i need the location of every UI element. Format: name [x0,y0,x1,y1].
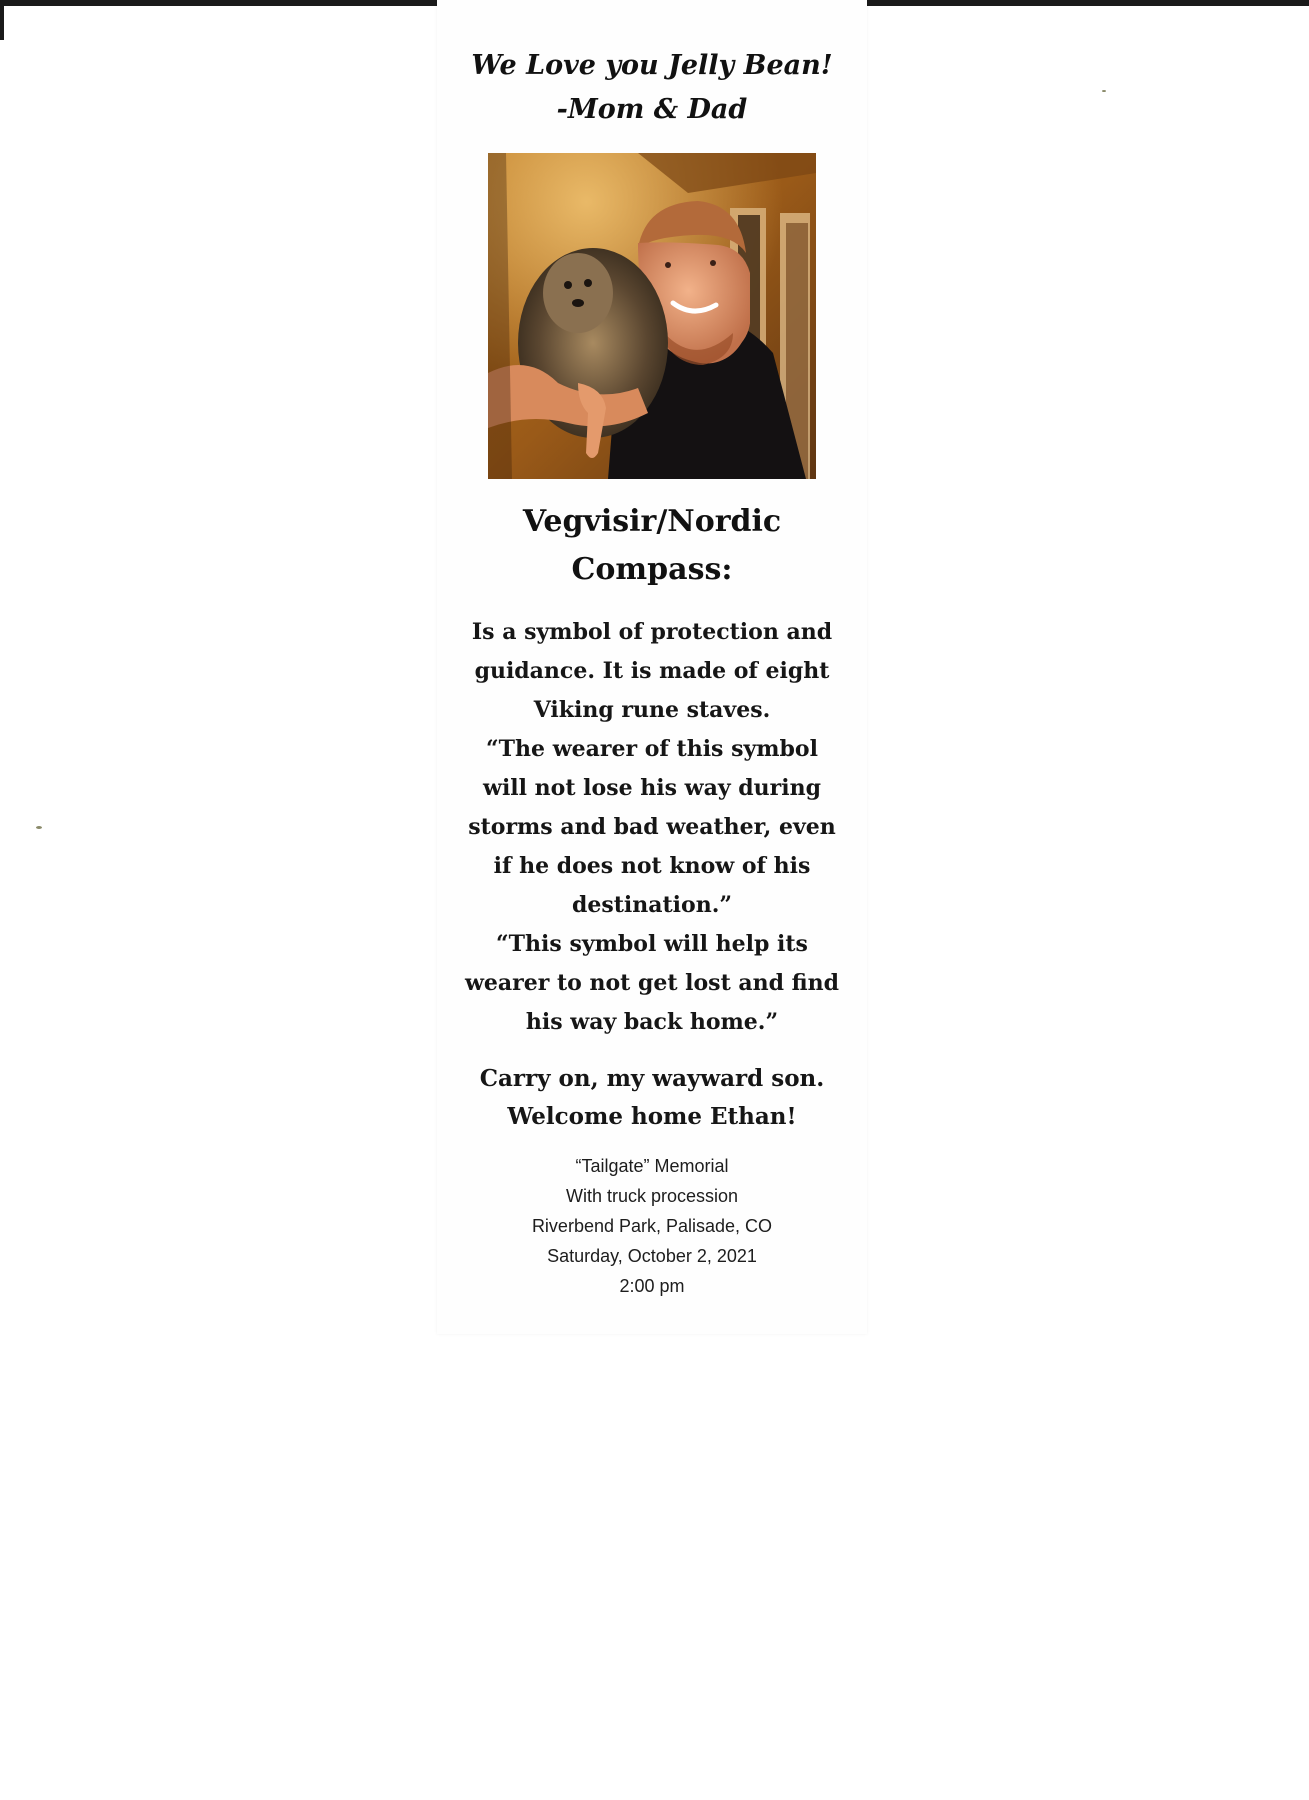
event-name: “Tailgate” Memorial [575,1156,729,1176]
symbol-title [437,498,867,594]
portrait-photo-icon [488,153,816,479]
description-line: his way back home.” [525,1009,779,1035]
symbol-title-line: Vegvisir/Nordic [522,504,782,539]
description-line: Is a symbol of protection and [471,619,833,645]
event-location: Riverbend Park, Palisade, CO [531,1216,773,1236]
symbol-title-line: Compass: [571,552,733,587]
closing-line: Carry on, my wayward son. [479,1065,825,1092]
dedication-signature: -Mom & Dad [556,94,748,125]
dedication-header [437,44,867,132]
description-line: if he does not know of his [493,853,811,879]
description-line: will not lose his way during [483,775,821,801]
dedication-line: We Love you Jelly Bean! [471,50,833,81]
closing-message [437,1060,867,1136]
event-subtitle: With truck procession [565,1186,739,1206]
symbol-description [437,613,867,1042]
scan-speck [1102,90,1106,92]
scan-border-left [0,0,4,40]
event-time: 2:00 pm [619,1276,685,1296]
description-line: destination.” [571,892,733,918]
scan-speck [36,826,42,829]
description-line: Viking rune staves. [533,697,771,723]
event-details [437,1151,867,1301]
closing-line: Welcome home Ethan! [507,1103,797,1130]
description-line: storms and bad weather, even [468,814,836,840]
description-line: guidance. It is made of eight [474,658,830,684]
description-line: “This symbol will help its [496,931,808,957]
event-date: Saturday, October 2, 2021 [547,1246,757,1266]
memorial-photo [488,153,816,479]
description-line: wearer to not get lost and find [464,970,840,996]
memorial-bookmark [437,0,867,1334]
description-line: “The wearer of this symbol [486,736,818,762]
